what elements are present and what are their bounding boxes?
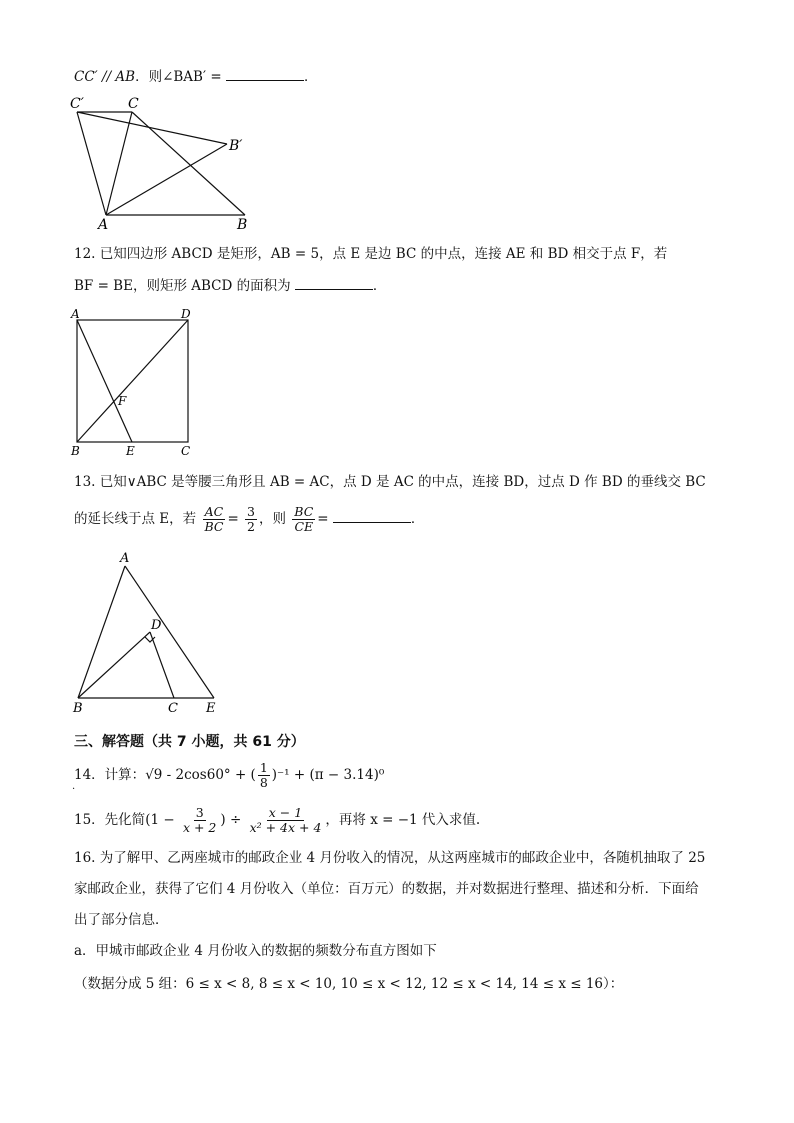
label-A: A <box>98 217 109 233</box>
q14-part1: √9 - 2cos60° + ( <box>145 767 256 783</box>
q13-answer-blank <box>333 508 411 523</box>
q15-fraction1 <box>181 806 218 835</box>
label-B: B <box>71 444 80 458</box>
q11-answer-blank <box>226 66 304 81</box>
q14-prefix: 14．计算： <box>74 767 146 783</box>
q14-frac-denominator: 8 <box>259 775 268 790</box>
q13-frac1-numerator: AC <box>204 504 224 519</box>
label-A: A <box>71 307 80 321</box>
q11-end: ． <box>303 69 318 85</box>
segment-BD <box>78 632 150 698</box>
q13-line2-b: ，则 <box>259 511 286 527</box>
segment-DC <box>150 632 174 698</box>
q16-item-a-groups: （数据分成 5 组：6 ≤ x < 8, 8 ≤ x < 10, 10 ≤ x < 12, 12 ≤ x < 14, 14 ≤ x ≤ 16）： <box>74 976 624 992</box>
figure-q12 <box>66 304 206 460</box>
q16-line2: 家邮政企业，获得了它们 4 月份收入（单位：百万元）的数据，并对数据进行整理、描述和分析．下面给 <box>74 881 699 897</box>
q15-paren-open: (1 − <box>145 812 175 828</box>
q14-frac-numerator: 1 <box>259 760 268 775</box>
label-F: F <box>118 394 127 408</box>
segment-C1B1 <box>77 112 227 144</box>
label-C1: C′ <box>70 96 84 112</box>
q12-line2-text: BF = BE，则矩形 ABCD 的面积为 <box>74 278 291 294</box>
q11-text-a: CC′ // AB <box>74 69 136 85</box>
q16-line3: 出了部分信息． <box>74 912 169 928</box>
q13-frac1-denominator: BC <box>204 519 224 534</box>
label-C: C <box>128 96 139 112</box>
q14-dot: . <box>72 781 76 792</box>
segment-C1A <box>77 112 106 215</box>
section-heading: 三、解答题（共 7 小题，共 61 分） <box>74 734 305 750</box>
segment-AB <box>78 566 125 698</box>
label-B1: B′ <box>229 138 243 154</box>
segment-AE <box>125 566 214 698</box>
q15-prefix: 15．先化简 <box>74 812 146 828</box>
q12-answer-blank <box>295 275 373 290</box>
q12-line1: 12. 已知四边形 ABCD 是矩形，AB = 5，点 E 是边 BC 的中点，连接 AE 和 BD 相交于点 F，若 <box>74 246 668 262</box>
q13-eq2: = <box>317 511 329 527</box>
label-B: B <box>73 701 83 716</box>
q13-frac3-denominator: CE <box>294 519 314 534</box>
label-C: C <box>181 444 191 458</box>
q13-fraction-3-2 <box>245 505 257 534</box>
q15-line <box>74 801 480 839</box>
segment-CB <box>132 112 245 215</box>
label-D: D <box>181 307 191 321</box>
label-E: E <box>126 444 135 458</box>
q15-frac1-denominator: x + 2 <box>182 820 217 835</box>
segment-CA <box>106 112 132 215</box>
q15-fraction2 <box>248 806 324 835</box>
q14-line <box>74 760 384 790</box>
q13-line1: 13. 已知∨ABC 是等腰三角形且 AB = AC，点 D 是 AC 的中点，连接 BD，过点 D 作 BD 的垂线交 BC <box>74 474 706 490</box>
figure-q13 <box>66 548 236 718</box>
q14-part2: )⁻¹ + (π − 3.14)⁰ <box>271 767 385 783</box>
segment-AB1 <box>106 144 227 215</box>
q13-eq1: = <box>227 511 239 527</box>
q13-fraction-ac-bc <box>202 505 225 534</box>
q13-fraction-bc-ce <box>292 505 315 534</box>
label-A: A <box>120 551 130 566</box>
q13-line2 <box>74 502 424 536</box>
q13-frac2-denominator: 2 <box>247 519 255 534</box>
q16-line1: 16. 为了解甲、乙两座城市的邮政企业 4 月份收入的情况，从这两座城市的邮政企业中，各随机抽取了 25 <box>74 850 706 866</box>
q15-frac2-numerator: x − 1 <box>268 805 303 820</box>
q15-div: ) ÷ <box>220 812 242 828</box>
q13-line2-a: 的延长线于点 E，若 <box>74 511 197 527</box>
q16-item-a: a．甲城市邮政企业 4 月份收入的数据的频数分布直方图如下 <box>74 943 437 959</box>
q15-frac2-denominator: x² + 4x + 4 <box>249 820 322 835</box>
q14-fraction <box>258 761 270 790</box>
q15-frac1-numerator: 3 <box>195 805 204 820</box>
q12-line2 <box>74 275 386 296</box>
figure-q11 <box>60 92 260 234</box>
q11-line <box>74 66 317 87</box>
label-E: E <box>206 701 216 716</box>
label-B: B <box>237 217 248 233</box>
q15-suffix: ，再将 x = −1 代入求值. <box>325 812 481 828</box>
segment-BD <box>77 320 188 442</box>
q12-end: ． <box>372 278 387 294</box>
label-D: D <box>151 618 162 633</box>
q13-frac3-numerator: BC <box>294 504 314 519</box>
q11-text-b: ．则∠BAB′ = <box>135 69 222 85</box>
segment-AE <box>77 320 132 442</box>
label-C: C <box>168 701 178 716</box>
q13-frac2-numerator: 3 <box>247 504 255 519</box>
q13-end: ． <box>410 511 425 527</box>
